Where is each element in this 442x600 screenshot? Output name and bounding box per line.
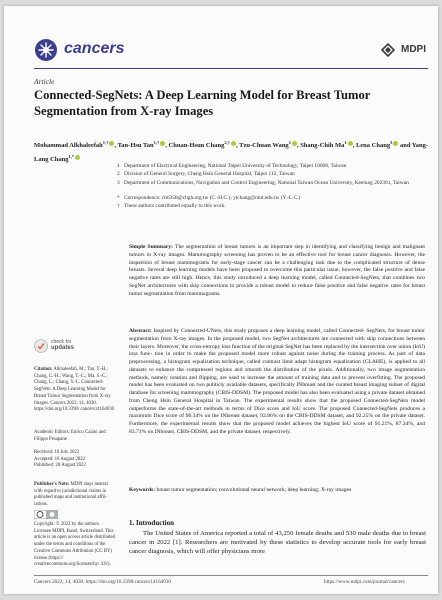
date-label: Received: [34,450,54,455]
copyright-line: distributed under the terms and [34,535,115,548]
affiliation-number: 3 [117,180,120,186]
publisher-note [34,482,116,509]
abstract-line: the distribution of the pixels. Additionally, two image augmentation methods, namely rotation and [129,366,425,381]
citation-line: Breast Tumor Segmentation from [34,393,99,399]
abstract-line: tion in order to make the proposed model more robust against noise during the training process. As [154,351,395,358]
copyright-line: This article is an open access article [34,528,114,541]
update-icon [34,339,48,353]
citation-line: Chang, C.-H.; Wang, T.-C.; Ma, S.-C.; [34,373,108,379]
publisher-name: MDPI [401,44,426,55]
simple-summary-line: Several deep learning models have been proposed to overcome this particular issue; however, the [147,267,371,274]
date-value: 18 July 2022 [54,450,80,455]
footer-rule [34,575,428,576]
author-list: Mohammad Alkhaleefah$^{1,\dagger}$ , Tan-Hsu Tan$^{1,\dagger}$ , Chuan-Hsun Chang$^{2,\dagger}$ , Tzu-Chuan Wang$^1$ , Shang-Chih Ma$^1$ , Lena Chang$^3$ and Yang-Lang Chang$^{1,*}$ [34,140,429,164]
affiliation-number: 2 [117,171,120,177]
copyright-line[interactable]: Attribution (CC BY) license (https:// [34,548,113,561]
simple-summary-line: be an effective tool for breast cancer diagnosis. However, the inspection of breast mammograms [129,251,425,266]
publisher-note-line: MDPI stays neutral [70,482,108,487]
check-for-updates-badge[interactable] [34,336,94,356]
author-name[interactable]: Lena Chang [355,142,391,150]
copyright-line[interactable]: creativecommons.org/licenses/by/ [34,562,100,568]
citation-label: Citation: [34,367,53,372]
academic-editors: Academic Editors: Enrico Caiani and Filippo Pesapane [34,430,106,442]
publisher-note-label: Publisher's Note: [34,482,70,487]
abstract-label: Abstract: [129,328,152,334]
citation-line[interactable]: cancers14164030 [80,407,115,413]
updates-label: updates [51,345,75,351]
affiliation-text: Department of Electrical Engineering, National Taipei University of Technology, Taipei 10608, Taiwan [124,163,347,169]
simple-summary-line: The segmentation of breast tumors is an important step in identifying and [175,244,347,250]
date-label: Accepted: [34,456,54,462]
copyright-line: Copyright: © 2022 by the authors. [34,522,100,527]
author-affiliation-mark: 2,† [224,140,230,145]
publisher-note-line: published maps and institutional affil- [34,495,107,501]
copyright-block [34,522,116,569]
publisher-note-line: with regard to jurisdictional claims in [34,488,107,494]
keywords-label: Keywords: [129,487,156,493]
intro-line: The United States of America reported a total of 43,250 female deaths and 530 male [143,530,371,537]
orcid-icon[interactable] [75,155,80,160]
abstract-line: Taiwan. The experimental results show that the proposed Connected-SegNets model outperforms [129,397,425,412]
abstract-line: the private dataset, respectively. [219,428,291,435]
abstract-line: model has been evaluated on two publicly available datasets, specifically INbreast and the curated [129,382,353,389]
simple-summary-line: classifying benign and malignant tumors in X-ray images. Mammography screening has proven to [129,244,425,258]
citation-block [34,367,116,414]
abstract [129,328,425,437]
abstract-line: produces a maximum Dice score of 96.34% on the INbreast dataset, 92.86% on the CBIS-DDSM dataset, [129,405,425,420]
simple-summary-line: false positive and false negative rates are still high. Hence, this study introduced a deep learning [129,267,425,281]
author-affiliation-mark: 1 [344,140,347,145]
date-row [34,463,116,470]
simple-summary-line: for early-stage cancer can be a challenging task due to the complicated structure of dense breasts. [129,259,425,274]
affiliation-text: Division of General Surgery, Cheng Hsin General Hospital, Taipei 112, Taiwan [124,171,295,177]
abstract-line: loss function of the original SegNet has been replaced by the intersection over union (IoU) loss func- [129,343,426,358]
abstract-line: and 92.25% on the private dataset. Furthermore, the experimental results show that the proposed [129,413,425,427]
orcid-icon[interactable] [160,141,165,146]
affiliation-item [117,203,424,210]
simple-summary-line: provide a robust model to reduce false positive and false negative rates for breast tumor segmentation [129,282,426,297]
header-rule [34,68,428,69]
author-affiliation-mark: 3 [390,140,393,145]
date-row [34,457,116,464]
author-name[interactable]: Tan-Hsu Tan [117,142,154,150]
citation-line: X-ray Images. Cancers 2022, 14, 4030. [34,393,111,406]
publication-dates [34,450,116,470]
journal-logo-icon [34,38,58,62]
copyright-line[interactable]: 4.0/). [100,562,111,568]
affiliation-text: These authors contributed equally to this work. [124,203,226,209]
affiliation-number: 1 [117,163,120,169]
abstract-line: the state-of-the-art methods in terms of Dice score and IoU score. The proposed Connected-SegNets [158,405,398,412]
journal-name: cancers [64,40,125,57]
abstract-line: model achieves the highest IoU score of 91.21%, 87.34%, and 83.71% on INbreast, CBIS-DDSM, and [129,421,425,435]
affiliation-number: * [117,195,120,201]
abstract-line: equalization (CLAHE), is applied to all datasets to enhance the compressed regions and smooth [129,359,426,373]
affiliation-text: Department of Communications, Navigation and Control Engineering, National Taiwan Ocean University, Keelung 202301, Taiwan [124,180,409,186]
affiliation-item [117,195,424,202]
date-value: 20 August 2022 [55,463,86,469]
footer-journal-url[interactable]: https://www.mdpi.com/journal/cancers [324,579,405,585]
author-affiliation-mark: 1,† [102,140,109,145]
author-name[interactable]: Shang-Chih Ma [300,142,345,150]
orcid-icon[interactable] [348,141,353,146]
author-affiliation-mark: 1 [288,140,291,145]
paper-title: Connected-SegNets: A Deep Learning Model for Breast Tumor Segmentation from X-ray Images [34,88,371,118]
intro-line: deaths due to breast cancer in 2022 [1]. Researchers are motivated by these statistics to [129,530,426,546]
copyright-line: conditions of the Creative Commons [34,542,106,554]
affiliation-number: † [117,203,120,209]
keywords [129,487,425,495]
intro-line: develop accurate tools for early breast cancer diagnosis, which will offer physicians more [129,539,427,555]
affiliation-item [117,163,424,170]
abstract-line: SegNets, for breast tumor segmentation from X-ray images. In the proposed model, two SegNet [129,328,425,342]
publisher-note-line: iations. [34,502,48,508]
author-affiliation-mark: 1,* [68,154,75,160]
orcid-icon[interactable] [393,141,398,146]
citation-line: Alkhaleefah, M.; Tan, T.-H.; [53,367,108,372]
citation-line: Chang, L.; Chang, Y.-L. Connected- [34,380,104,386]
footer-citation[interactable]: Cancers 2022, 14, 4030. https://doi.org/10.3390/cancers14164030 [34,579,171,585]
simple-summary-line: from mammograms. [175,290,221,297]
simple-summary [129,244,425,298]
date-label: Published: [34,463,55,469]
section-heading: 1. Introduction [129,519,174,527]
abstract-line: Inspired by Connected-UNets, this study proposes a deep learning model, called Connected- [153,328,365,334]
author-affiliation-mark: 1,† [153,140,160,145]
date-row [34,450,116,457]
author-name[interactable]: Tzu-Chuan Wang [239,142,289,150]
abstract-line: architectures are connected with skip connections between their layers. Moreover, the cross-entropy [129,335,426,350]
paper-page [4,6,438,594]
orcid-icon[interactable] [231,141,236,146]
simple-summary-label: Simple Summary: [129,244,174,250]
author-name[interactable]: Mohammad Alkhaleefah [34,142,103,150]
author-name[interactable]: Yang-Lang Chang [34,142,429,164]
introduction-text [129,529,426,556]
cc-by-license-icon[interactable] [34,510,58,519]
affiliation-item [117,171,424,178]
abstract-line: breast imaging subset of digital database for screening mammography (CBIS-DDSM). The proposed [129,382,425,396]
simple-summary-line: model, called Connected-SegNets, that combines two SegNet architectures with skip connections to [129,275,425,289]
abstract-line: flipping, are used to increase the amount of training data and to prevent overfitting. The proposed [198,374,425,381]
citation-line[interactable]: https://doi.org/10.3390/ [34,407,80,413]
citation-line: SegNets: A Deep Learning Model for [34,387,106,393]
orcid-icon[interactable] [292,141,297,146]
affiliation-item [117,180,424,187]
article-type: Article [34,77,55,86]
abstract-line: part of data preprocessing, a histogram equalization technique, called contrast limit adapt histogram [129,351,425,365]
check-for-label: check for [51,339,72,345]
keywords-text: breast tumor segmentation; convolutional neural network; deep learning; X-ray images [156,487,352,493]
date-value: 18 August 2022 [54,456,86,462]
orcid-icon[interactable] [109,141,114,146]
affiliation-text: Correspondence: ch6358@chgh.org.tw (C.-H.C.); ylchang@ntut.edu.tw (Y.-L.C.) [124,195,301,201]
abstract-line: model has also been evaluated using a private dataset obtained from Cheng Hsin General Hospital in [129,390,426,404]
copyright-line: Licensee MDPI, Basel, Switzerland. [34,528,104,534]
author-name[interactable]: Chuan-Hsun Chang [168,142,225,150]
